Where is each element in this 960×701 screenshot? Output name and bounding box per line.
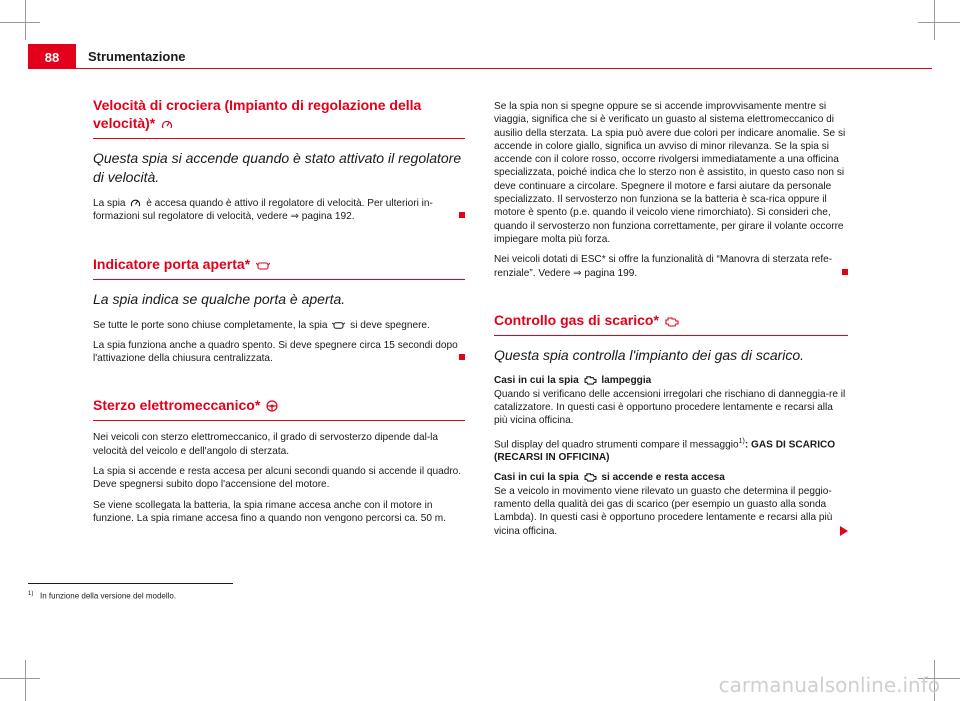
paragraph: La spia è accesa quando è attivo il regolatore di velocità. Per ulteriori in-formazioni sul regolatore di velocità, vedere ⇒ pagina 192. — [93, 197, 465, 224]
paragraph: Quando si verificano delle accensioni irregolari che rischiano di danneggia-re il catalizzatore. In questi casi è opportuno procedere lentamente e recarsi alla più vicina officina. — [494, 388, 846, 427]
continue-arrow-icon — [840, 526, 848, 536]
cruise-control-icon — [130, 198, 141, 208]
section-rule — [93, 420, 465, 421]
engine-exhaust-icon — [584, 375, 597, 385]
cruise-control-icon — [161, 119, 173, 130]
paragraph: Se a veicolo in movimento viene rilevato un guasto che determina il peggio-ramento della qualità dei gas di scarico (per esempio un guasto alla sonda Lambda). In questi casi è opportuno procedere lentamente e recarsi alla più vicina officina. — [494, 485, 848, 538]
crop-mark — [25, 660, 26, 701]
paragraph: La spia funziona anche a quadro spento. Si deve spegnere circa 15 secondi dopo l'attivazione della chiusura centralizzata. — [93, 339, 465, 366]
end-square-icon — [459, 354, 465, 360]
steering-wheel-icon — [266, 400, 278, 412]
paragraph: Nei veicoli con sterzo elettromeccanico, il grado di servosterzo dipende dal-la velocità del veicolo e dell'angolo di sterzata. — [93, 432, 439, 457]
header-rule — [28, 68, 932, 69]
page-title: Strumentazione — [88, 49, 186, 64]
crop-mark — [0, 22, 40, 23]
end-square-icon — [459, 212, 465, 218]
section-title-door: Indicatore porta aperta* — [93, 255, 465, 273]
section-lead: Questa spia controlla l'impianto dei gas di scarico. — [494, 346, 805, 363]
paragraph: Se viene scollegata la batteria, la spia rimane accesa anche con il motore in funzione. La spia rimane accesa fino a quando non vengono percorsi ca. 50 m. — [93, 499, 446, 524]
footnote-rule — [28, 583, 233, 584]
door-open-icon — [332, 321, 345, 330]
page-number: 88 — [28, 44, 76, 69]
right-column — [494, 100, 848, 545]
engine-exhaust-icon — [584, 472, 597, 482]
paragraph: La spia si accende e resta accesa per alcuni secondi quando si accende il quadro. Deve spegnersi subito dopo l'accensione del motore. — [93, 466, 462, 491]
section-title-exhaust: Controllo gas di scarico* — [494, 311, 848, 329]
section-title-steering: Sterzo elettromeccanico* — [93, 396, 465, 414]
paragraph: Nei veicoli dotati di ESC* si offre la funzionalità di “Manovra di sterzata refe-renziale”. Vedere ⇒ pagina 199. — [494, 253, 848, 280]
crop-mark — [934, 0, 935, 40]
paragraph: Se la spia non si spegne oppure se si accende improvvisamente mentre si viaggia, significa che si è verificato un guasto al sistema elettromeccanico di ausilio della sterzata. La spia può avere due colori per indicare anomalie. Se si accende in colore giallo, significa un avviso di minor rilevanza. Se la spia si accende con il colore rosso, occorre rivolgersi immediatamente a una officina specializzata, poiché indica che lo sterzo non è assistito, in questo caso non si deve continuare a circolare. Spegnere il motore e farsi aiutare da personale specializzato. Il servosterzo non funziona se la batteria è sca-rica oppure il motore è spento (p.e. quando il veicolo viene rimorchiato). Si consideri che, quando il servosterzo non funziona correttamente, per girare il volante occorre impiegare molta più forza. — [494, 101, 846, 245]
watermark: carmanualsonline.info — [718, 673, 940, 697]
section-lead: La spia indica se qualche porta è aperta. — [93, 290, 346, 307]
door-open-icon — [256, 261, 270, 271]
left-column — [93, 96, 465, 532]
section-title-cruise: Velocità di crociera (Impianto di regolazione della velocità)* — [93, 97, 422, 131]
subheading: Casi in cui la spia si accende e resta accesa — [494, 471, 725, 483]
crop-mark — [25, 0, 26, 40]
paragraph: Se tutte le porte sono chiuse completamente, la spia si deve spegnere. — [93, 319, 430, 331]
section-rule — [93, 279, 465, 280]
section-rule — [494, 335, 848, 336]
engine-exhaust-icon — [665, 316, 679, 327]
section-lead: Questa spia si accende quando è stato attivato il regolatore di velocità. — [93, 150, 462, 185]
crop-mark — [918, 22, 960, 23]
paragraph: Sul display del quadro strumenti compare il messaggio$^{1)}$: GAS DI SCARICO (RECARSI IN OFFICINA) — [494, 437, 836, 464]
section-rule — [93, 138, 465, 139]
subheading: Casi in cui la spia lampeggia — [494, 374, 652, 386]
end-square-icon — [842, 269, 848, 275]
crop-mark — [0, 678, 40, 679]
footnote: $^{1)}$ In funzione della versione del modello. — [28, 591, 177, 601]
